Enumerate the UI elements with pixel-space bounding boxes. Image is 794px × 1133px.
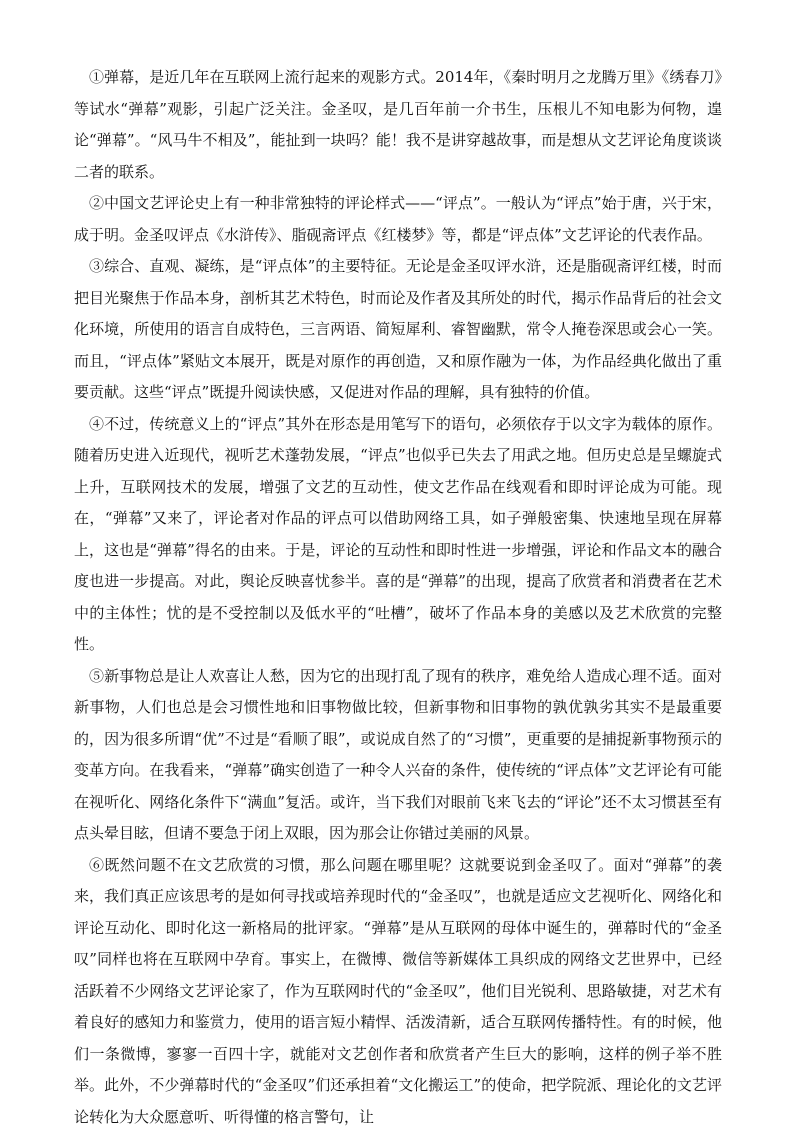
paragraph-3: ③综合、直观、凝练，是“评点体”的主要特征。无论是金圣叹评水浒，还是脂砚斋评红楼，时而把目光聚焦于作品本身，剖析其艺术特色，时而论及作者及其所处的时代，揭示作品背后的社会文化环境，所使用的语言自成特色，三言两语、简短犀利、睿智幽默，常令人掩卷深思或会心一笑。而且，“评点体”紧贴文本展开，既是对原作的再创造，又和原作融为一体，为作品经典化做出了重要贡献。这些“评点”既提升阅读快感，又促进对作品的理解，具有独特的价值。	[74, 251, 722, 409]
document-page	[74, 62, 722, 1133]
paragraph-2: ②中国文艺评论史上有一种非常独特的评论样式——“评点”。一般认为“评点”始于唐，兴于宋，成于明。金圣叹评点《水浒传》、脂砚斋评点《红楼梦》等，都是“评点体”文艺评论的代表作品。	[74, 188, 722, 251]
paragraph-4: ④不过，传统意义上的“评点”其外在形态是用笔写下的语句，必须依存于以文字为载体的原作。随着历史进入近现代，视听艺术蓬勃发展，“评点”也似乎已失去了用武之地。但历史总是呈螺旋式上升，互联网技术的发展，增强了文艺的互动性，使文艺作品在线观看和即时评论成为可能。现在，“弹幕”又来了，评论者对作品的评点可以借助网络工具，如子弹般密集、快速地呈现在屏幕上，这也是“弹幕”得名的由来。于是，评论的互动性和即时性进一步增强，评论和作品文本的融合度也进一步提高。对此，舆论反映喜忧参半。喜的是“弹幕”的出现，提高了欣赏者和消费者在艺术中的主体性；忧的是不受控制以及低水平的“吐槽”，破坏了作品本身的美感以及艺术欣赏的完整性。	[74, 409, 722, 661]
paragraph-1: ①弹幕，是近几年在互联网上流行起来的观影方式。2014年，《秦时明月之龙腾万里》《绣春刀》等试水“弹幕”观影，引起广泛关注。金圣叹，是几百年前一介书生，压根儿不知电影为何物，遑论“弹幕”。“风马牛不相及”，能扯到一块吗？能！我不是讲穿越故事，而是想从文艺评论角度谈谈二者的联系。	[74, 62, 722, 188]
paragraph-5: ⑤新事物总是让人欢喜让人愁，因为它的出现打乱了现有的秩序，难免给人造成心理不适。面对新事物，人们也总是会习惯性地和旧事物做比较，但新事物和旧事物的孰优孰劣其实不是最重要的，因为很多所谓“优”不过是“看顺了眼”，或说成自然了的“习惯”，更重要的是捕捉新事物预示的变革方向。在我看来，“弹幕”确实创造了一种令人兴奋的条件，使传统的“评点体”文艺评论有可能在视听化、网络化条件下“满血”复活。或许，当下我们对眼前飞来飞去的“评论”还不太习惯甚至有点头晕目眩，但请不要急于闭上双眼，因为那会让你错过美丽的风景。	[74, 661, 722, 850]
paragraph-6: ⑥既然问题不在文艺欣赏的习惯，那么问题在哪里呢？这就要说到金圣叹了。面对“弹幕”的袭来，我们真正应该思考的是如何寻找或培养现时代的“金圣叹”，也就是适应文艺视听化、网络化和评论互动化、即时化这一新格局的批评家。“弹幕”是从互联网的母体中诞生的，弹幕时代的“金圣叹”同样也将在互联网中孕育。事实上，在微博、微信等新媒体工具织成的网络文艺世界中，已经活跃着不少网络文艺评论家了，作为互联网时代的“金圣叹”，他们目光锐利、思路敏捷，对艺术有着良好的感知力和鉴赏力，使用的语言短小精悍、活泼清新，适合互联网传播特性。有的时候，他们一条微博，寥寥一百四十字，就能对文艺创作者和欣赏者产生巨大的影响，这样的例子举不胜举。此外，不少弹幕时代的“金圣叹”们还承担着“文化搬运工”的使命，把学院派、理论化的文艺评论转化为大众愿意听、听得懂的格言警句，让	[74, 850, 722, 1133]
